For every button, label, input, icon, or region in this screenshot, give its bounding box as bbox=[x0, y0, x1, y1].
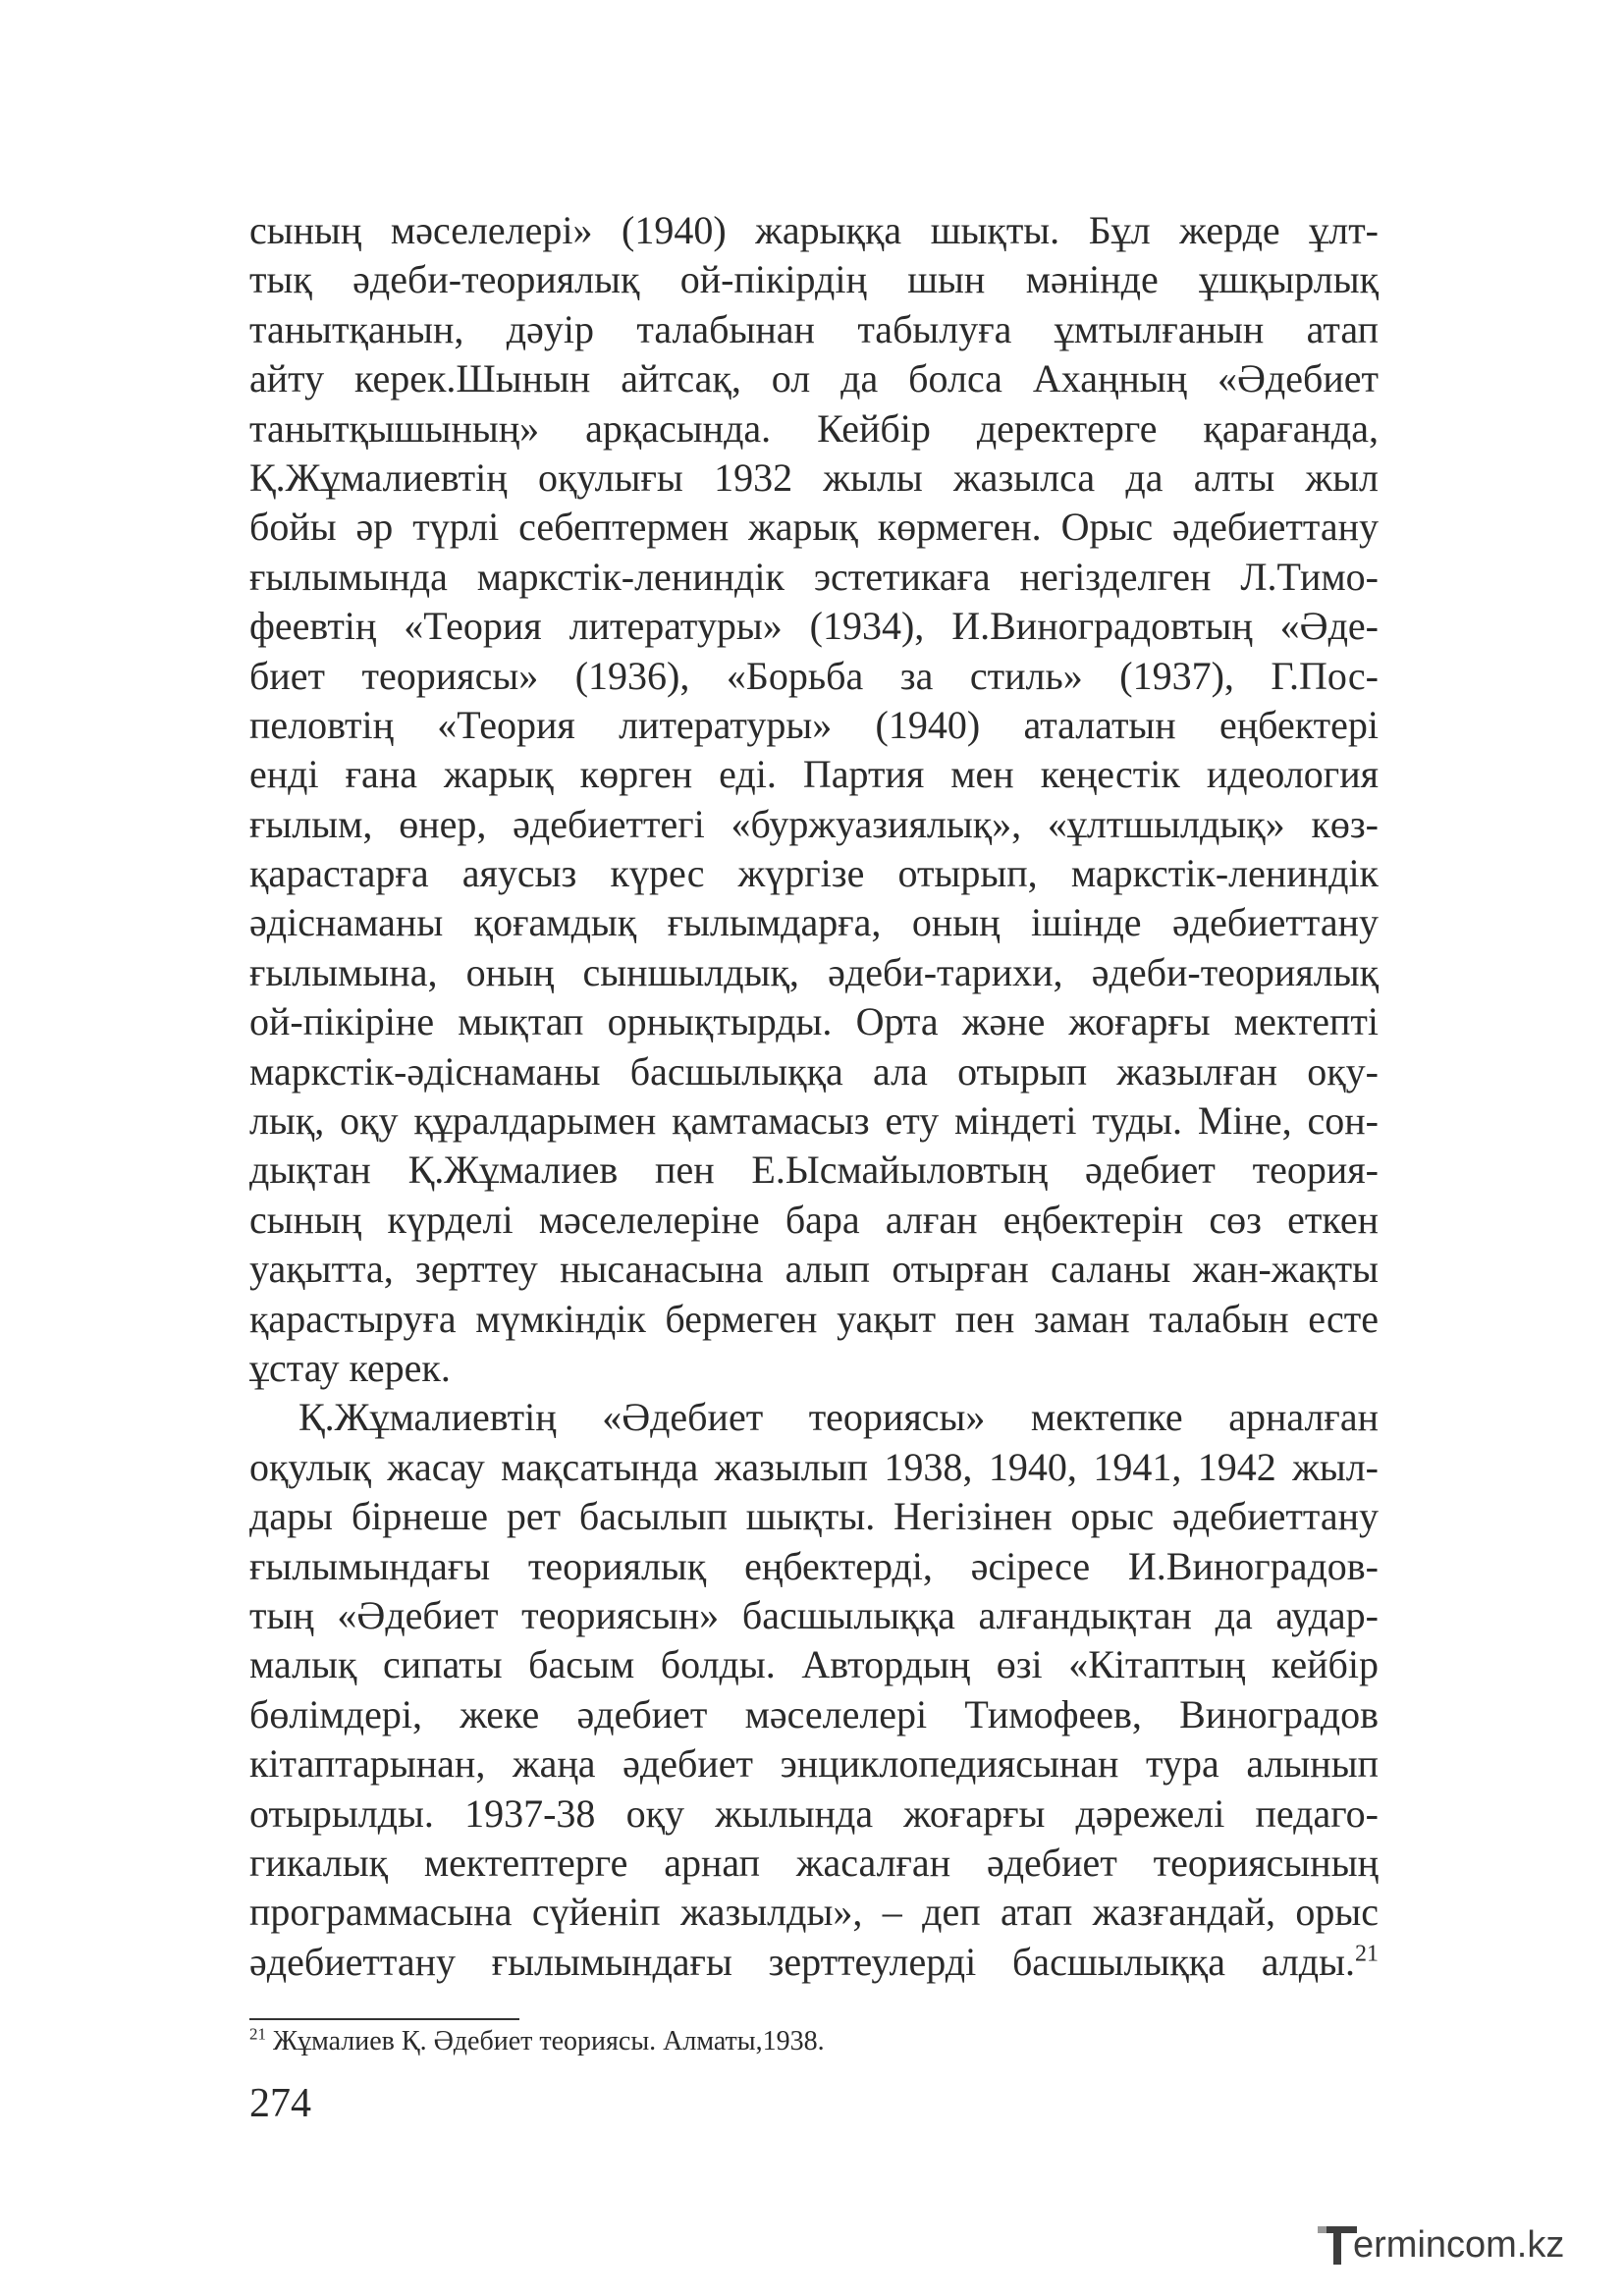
text-line: программасына сүйеніп жазылды», – деп атап жазғандай, орыс bbox=[249, 1890, 1379, 1935]
footnote-reference: 21 bbox=[1355, 1941, 1379, 1967]
text-line: малық сипаты басым болды. Автордың өзі «Кітаптың кейбір bbox=[249, 1642, 1379, 1687]
text-line: феевтің «Теория литературы» (1934), И.Виноградовтың «Әде- bbox=[249, 604, 1379, 649]
text-line: биет теориясы» (1936), «Борьба за стиль» (1937), Г.Пос- bbox=[249, 653, 1379, 698]
text-line: қарастыруға мүмкіндік бермеген уақыт пен заман талабын есте bbox=[249, 1296, 1379, 1341]
text-line: лық, оқу құралдарымен қамтамасыз ету міндеті туды. Міне, сон- bbox=[249, 1098, 1379, 1144]
text-line: бөлімдері, жеке әдебиет мәселелері Тимофеев, Виноградов bbox=[249, 1691, 1379, 1736]
text-line: Қ.Жұмалиевтің «Әдебиет теориясы» мектепке арналған bbox=[298, 1395, 1379, 1440]
text-line: ой-пікіріне мықтап орнықтырды. Орта және жоғарғы мектепті bbox=[249, 999, 1379, 1044]
text-line: танытқанын, дәуір талабынан табылуға ұмтылғанын атап bbox=[249, 306, 1379, 351]
text-line: енді ғана жарық көрген еді. Партия мен кеңестік идеология bbox=[249, 752, 1379, 797]
text-line: кітаптарынан, жаңа әдебиет энциклопедиясынан тура алынып bbox=[249, 1741, 1379, 1787]
page-number: 274 bbox=[249, 2081, 311, 2126]
footnote-text: Жұмалиев Қ. Әдебиет теориясы. Алматы,1938. bbox=[273, 2026, 825, 2056]
text-line: пеловтің «Теория литературы» (1940) аталатын еңбектері bbox=[249, 702, 1379, 747]
text-line: ғылым, өнер, әдебиеттегі «буржуазиялық», «ұлтшылдық» көз- bbox=[249, 801, 1379, 846]
text-line: Қ.Жұмалиевтің оқулығы 1932 жылы жазылса да алты жыл bbox=[249, 454, 1379, 500]
text-line: айту керек.Шынын айтсақ, ол да болса Ахаңның «Әдебиет bbox=[249, 356, 1379, 401]
footnote-divider bbox=[249, 2018, 519, 2020]
text-line: уақытта, зерттеу нысанасына алып отырған саланы жан-жақты bbox=[249, 1247, 1379, 1292]
text-line: отырылды. 1937-38 оқу жылында жоғарғы дәрежелі педаго- bbox=[249, 1790, 1379, 1836]
text-line: бойы әр түрлі себептермен жарық көрмеген. Орыс әдебиеттану bbox=[249, 505, 1379, 550]
text-line: дықтан Қ.Жұмалиев пен Е.Ысмайыловтың әдебиет теория- bbox=[249, 1148, 1379, 1193]
watermark-text: ermincom.kz bbox=[1353, 2224, 1565, 2266]
text-line: танытқышының» арқасында. Кейбір деректерге қарағанда, bbox=[249, 405, 1379, 451]
text-line: әдіснаманы қоғамдық ғылымдарға, оның ішінде әдебиеттану bbox=[249, 900, 1379, 945]
text-line: ғылымына, оның сыншылдық, әдеби-тарихи, әдеби-теориялық bbox=[249, 949, 1379, 994]
text-line: тық әдеби-теориялық ой-пікірдің шын мәнінде ұшқырлық bbox=[249, 257, 1379, 302]
body-text bbox=[249, 206, 1379, 1987]
watermark bbox=[1316, 2216, 1610, 2275]
text-line: маркстік-әдіснаманы басшылыққа ала отырып жазылған оқу- bbox=[249, 1048, 1379, 1094]
text-line bbox=[249, 1938, 1379, 1987]
footnote bbox=[249, 2024, 825, 2059]
text-line: сының мәселелері» (1940) жарыққа шықты. Бұл жерде ұлт- bbox=[249, 208, 1379, 252]
text-line: оқулық жасау мақсатында жазылып 1938, 1940, 1941, 1942 жыл- bbox=[249, 1444, 1379, 1489]
text-line: қарастарға аяусыз күрес жүргізе отырып, маркстік-лениндік bbox=[249, 851, 1379, 896]
paragraph-1 bbox=[249, 206, 1379, 1393]
text-line: сының күрделі мәселелеріне бара алған еңбектерін сөз еткен bbox=[249, 1197, 1379, 1242]
footnote-number: 21 bbox=[249, 2024, 266, 2044]
text-line: тың «Әдебиет теориясын» басшылыққа алғандықтан да аудар- bbox=[249, 1592, 1379, 1637]
paragraph-2 bbox=[249, 1393, 1379, 1987]
text-line: ғылымында маркстік-лениндік эстетикаға негізделген Л.Тимо- bbox=[249, 554, 1379, 599]
text-line-content: әдебиеттану ғылымындағы зерттеулерді басшылыққа алды. bbox=[249, 1939, 1355, 1984]
text-line: гикалық мектептерге арнап жасалған әдебиет теориясының bbox=[249, 1840, 1379, 1885]
text-line: ғылымындағы теориялық еңбектерді, әсіресе И.Виноградов- bbox=[249, 1543, 1379, 1588]
text-line: дары бірнеше рет басылып шықты. Негізінен орыс әдебиеттану bbox=[249, 1494, 1379, 1539]
text-line: ұстау керек. bbox=[249, 1345, 451, 1390]
